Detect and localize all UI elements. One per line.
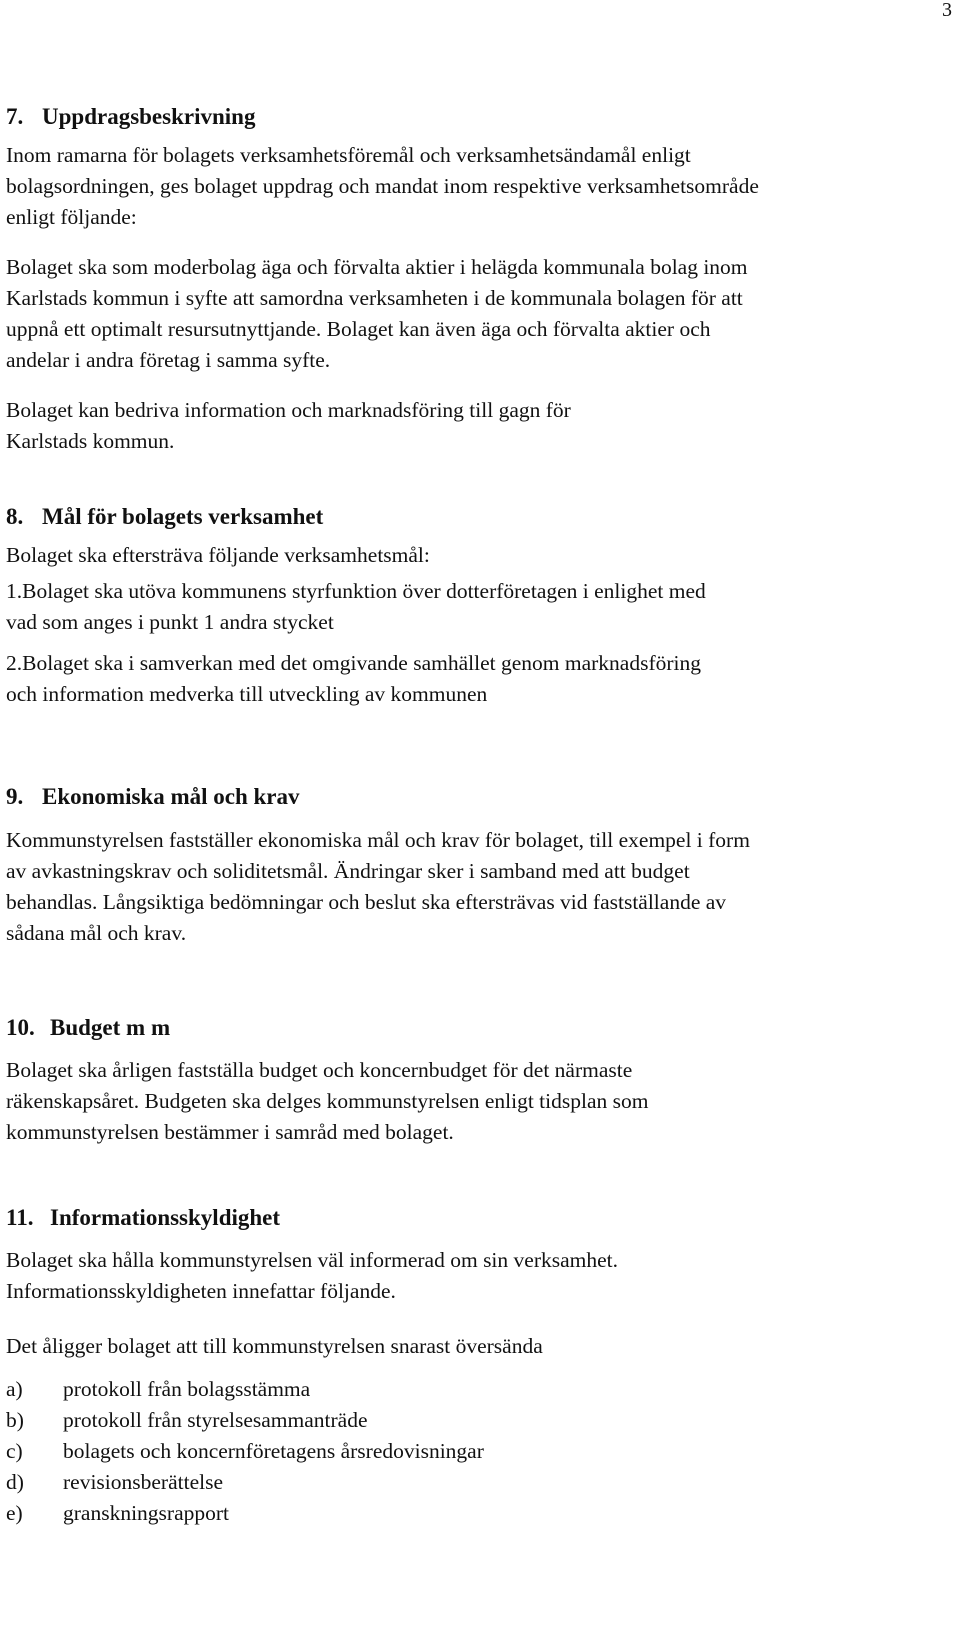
list-item-text: bolagets och koncernföretagens årsredovisningar [63,1439,484,1463]
text-line: enligt följande: [6,205,137,229]
list-item-label: d) [6,1470,24,1494]
section-8-intro: Bolaget ska eftersträva följande verksamhetsmål: [6,543,430,567]
section-11-paragraph-1 [6,1245,936,1307]
text-line: sådana mål och krav. [6,921,187,945]
list-item-number: 2. [6,651,23,675]
section-10-title: Budget m m [50,1015,171,1040]
text-line: Bolaget ska årligen fastställa budget och koncernbudget för det närmaste [6,1058,633,1082]
text-line: Karlstads kommun. [6,429,175,453]
text-line: Inom ramarna för bolagets verksamhetsföremål och verksamhetsändamål enligt [6,143,691,167]
list-item-number: 1. [6,579,23,603]
section-11-title: Informationsskyldighet [50,1205,281,1230]
text-line: Informationsskyldigheten innefattar följande. [6,1279,396,1303]
section-11-heading [6,1203,936,1233]
text-line: uppnå ett optimalt resursutnyttjande. Bolaget kan även äga och förvalta aktier och [6,317,711,341]
text-line: Bolaget ska hålla kommunstyrelsen väl informerad om sin verksamhet. [6,1248,619,1272]
text-line: vad som anges i punkt 1 andra stycket [6,610,334,634]
list-item [6,1467,936,1498]
section-8-number: 8. [6,504,24,529]
list-item [6,1498,936,1529]
page-number: 3 [942,0,952,21]
section-10 [6,1013,936,1148]
list-item-text: granskningsrapport [63,1501,229,1525]
section-9-paragraph [6,825,936,949]
text-line: Karlstads kommun i syfte att samordna verksamheten i de kommunala bolagen för att [6,286,743,310]
text-line: Bolaget ska som moderbolag äga och förvalta aktier i helägda kommunala bolag inom [6,255,748,279]
text-line: behandlas. Långsiktiga bedömningar och beslut ska eftersträvas vid fastställande av [6,890,727,914]
section-10-heading [6,1013,936,1043]
document-list [6,1374,936,1529]
list-item-text: revisionsberättelse [63,1470,224,1494]
list-item [6,576,936,638]
section-8-title: Mål för bolagets verksamhet [42,504,324,529]
text-line: räkenskapsåret. Budgeten ska delges kommunstyrelsen enligt tidsplan som [6,1089,649,1113]
section-9 [6,782,936,949]
section-9-title: Ekonomiska mål och krav [42,784,300,809]
document-body [6,102,936,1529]
section-11 [6,1203,936,1529]
text-line: andelar i andra företag i samma syfte. [6,348,331,372]
section-7 [6,102,936,457]
list-item [6,1436,936,1467]
text-line: kommunstyrelsen bestämmer i samråd med bolaget. [6,1120,454,1144]
text-line: av avkastningskrav och soliditetsmål. Ändringar sker i samband med att budget [6,859,690,883]
list-item-label: b) [6,1408,24,1432]
section-8-heading [6,502,936,532]
section-7-paragraph-3 [6,395,936,457]
section-7-title: Uppdragsbeskrivning [42,104,256,129]
list-item [6,1405,936,1436]
list-item-label: a) [6,1377,23,1401]
section-9-number: 9. [6,784,24,809]
section-7-paragraph-2 [6,252,936,376]
text-line: bolagsordningen, ges bolaget uppdrag och mandat inom respektive verksamhetsområde [6,174,759,198]
section-10-number: 10. [6,1015,35,1040]
section-7-paragraph-1 [6,140,936,233]
text-line: Bolaget kan bedriva information och marknadsföring till gagn för [6,398,571,422]
text-line: Bolaget ska utöva kommunens styrfunktion över dotterföretagen i enlighet med [22,579,706,603]
list-item-text: protokoll från styrelsesammanträde [63,1408,368,1432]
section-9-heading [6,782,936,812]
section-11-number: 11. [6,1205,34,1230]
section-10-paragraph [6,1055,936,1148]
text-line: och information medverka till utveckling av kommunen [6,682,488,706]
section-7-number: 7. [6,104,24,129]
section-8 [6,502,936,710]
list-item-text: protokoll från bolagsstämma [63,1377,311,1401]
section-7-heading [6,102,936,132]
list-item [6,648,936,710]
text-line: Bolaget ska i samverkan med det omgivande samhället genom marknadsföring [22,651,701,675]
list-item-label: e) [6,1501,23,1525]
section-11-paragraph-2: Det åligger bolaget att till kommunstyrelsen snarast översända [6,1334,543,1358]
list-item-label: c) [6,1439,23,1463]
list-item [6,1374,936,1405]
text-line: Kommunstyrelsen fastställer ekonomiska mål och krav för bolaget, till exempel i form [6,828,750,852]
